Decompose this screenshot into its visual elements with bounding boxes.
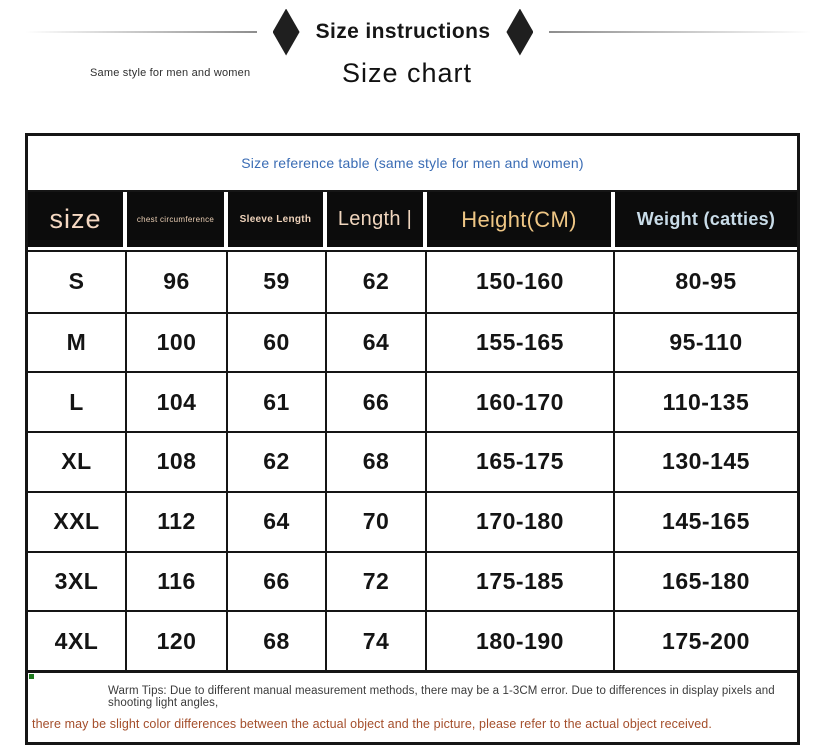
cell-M-chest: 100: [125, 312, 226, 372]
cell-4XL-chest: 120: [125, 610, 226, 670]
cell-S-length: 62: [325, 252, 425, 312]
cell-S-height: 150-160: [425, 252, 613, 312]
tips-line2: there may be slight color differences between the actual object and the picture, please refer to the actual object received.: [32, 717, 712, 731]
cell-3XL-sleeve: 66: [226, 551, 325, 611]
cell-3XL-height: 175-185: [425, 551, 613, 611]
cell-3XL-size: 3XL: [28, 551, 125, 611]
cell-XL-size: XL: [28, 431, 125, 491]
page-title: Size instructions: [315, 20, 491, 43]
cell-4XL-size: 4XL: [28, 610, 125, 670]
cell-XXL-weight: 145-165: [613, 491, 797, 551]
table-caption: Size reference table (same style for men and women): [28, 136, 797, 192]
cell-S-chest: 96: [125, 252, 226, 312]
cell-3XL-length: 72: [325, 551, 425, 611]
size-table: [25, 133, 800, 670]
banner: [0, 8, 836, 56]
unisex-note: Same style for men and women: [90, 67, 251, 79]
cell-L-weight: 110-135: [613, 371, 797, 431]
cell-M-size: M: [28, 312, 125, 372]
right-rule-line: [549, 31, 811, 33]
cell-L-height: 160-170: [425, 371, 613, 431]
column-header-5: Weight (catties): [615, 192, 797, 247]
cell-XXL-height: 170-180: [425, 491, 613, 551]
cell-4XL-weight: 175-200: [613, 610, 797, 670]
cell-XXL-sleeve: 64: [226, 491, 325, 551]
cell-3XL-weight: 165-180: [613, 551, 797, 611]
cell-XL-height: 165-175: [425, 431, 613, 491]
left-rule-line: [25, 31, 257, 33]
cell-4XL-length: 74: [325, 610, 425, 670]
cell-3XL-chest: 116: [125, 551, 226, 611]
left-diamond-icon: [273, 9, 300, 56]
cell-S-size: S: [28, 252, 125, 312]
column-header-0: size: [28, 192, 123, 247]
cell-S-weight: 80-95: [613, 252, 797, 312]
cell-XXL-chest: 112: [125, 491, 226, 551]
column-header-2: Sleeve Length: [228, 192, 323, 247]
cell-XXL-length: 70: [325, 491, 425, 551]
column-header-3: Length |: [327, 192, 423, 247]
cell-XL-length: 68: [325, 431, 425, 491]
cell-L-sleeve: 61: [226, 371, 325, 431]
cell-XL-weight: 130-145: [613, 431, 797, 491]
cell-L-size: L: [28, 371, 125, 431]
cell-XL-chest: 108: [125, 431, 226, 491]
cell-4XL-height: 180-190: [425, 610, 613, 670]
cell-XL-sleeve: 62: [226, 431, 325, 491]
cell-M-height: 155-165: [425, 312, 613, 372]
right-diamond-icon: [506, 9, 533, 56]
cell-4XL-sleeve: 68: [226, 610, 325, 670]
cell-XXL-size: XXL: [28, 491, 125, 551]
green-pixel-artifact: [29, 674, 34, 679]
table-header-row: [28, 192, 797, 252]
page-subtitle: Size chart: [341, 58, 473, 88]
cell-M-sleeve: 60: [226, 312, 325, 372]
cell-M-weight: 95-110: [613, 312, 797, 372]
warm-tips-box: [25, 670, 800, 745]
tips-line1: Warm Tips: Due to different manual measurement methods, there may be a 1-3CM error. Due to differences in display pixels and shooting light angles,: [108, 685, 775, 709]
table-body: [28, 252, 797, 670]
cell-M-length: 64: [325, 312, 425, 372]
cell-L-length: 66: [325, 371, 425, 431]
cell-S-sleeve: 59: [226, 252, 325, 312]
cell-L-chest: 104: [125, 371, 226, 431]
column-header-1: chest circumference: [127, 192, 224, 247]
column-header-4: Height(CM): [427, 192, 611, 247]
